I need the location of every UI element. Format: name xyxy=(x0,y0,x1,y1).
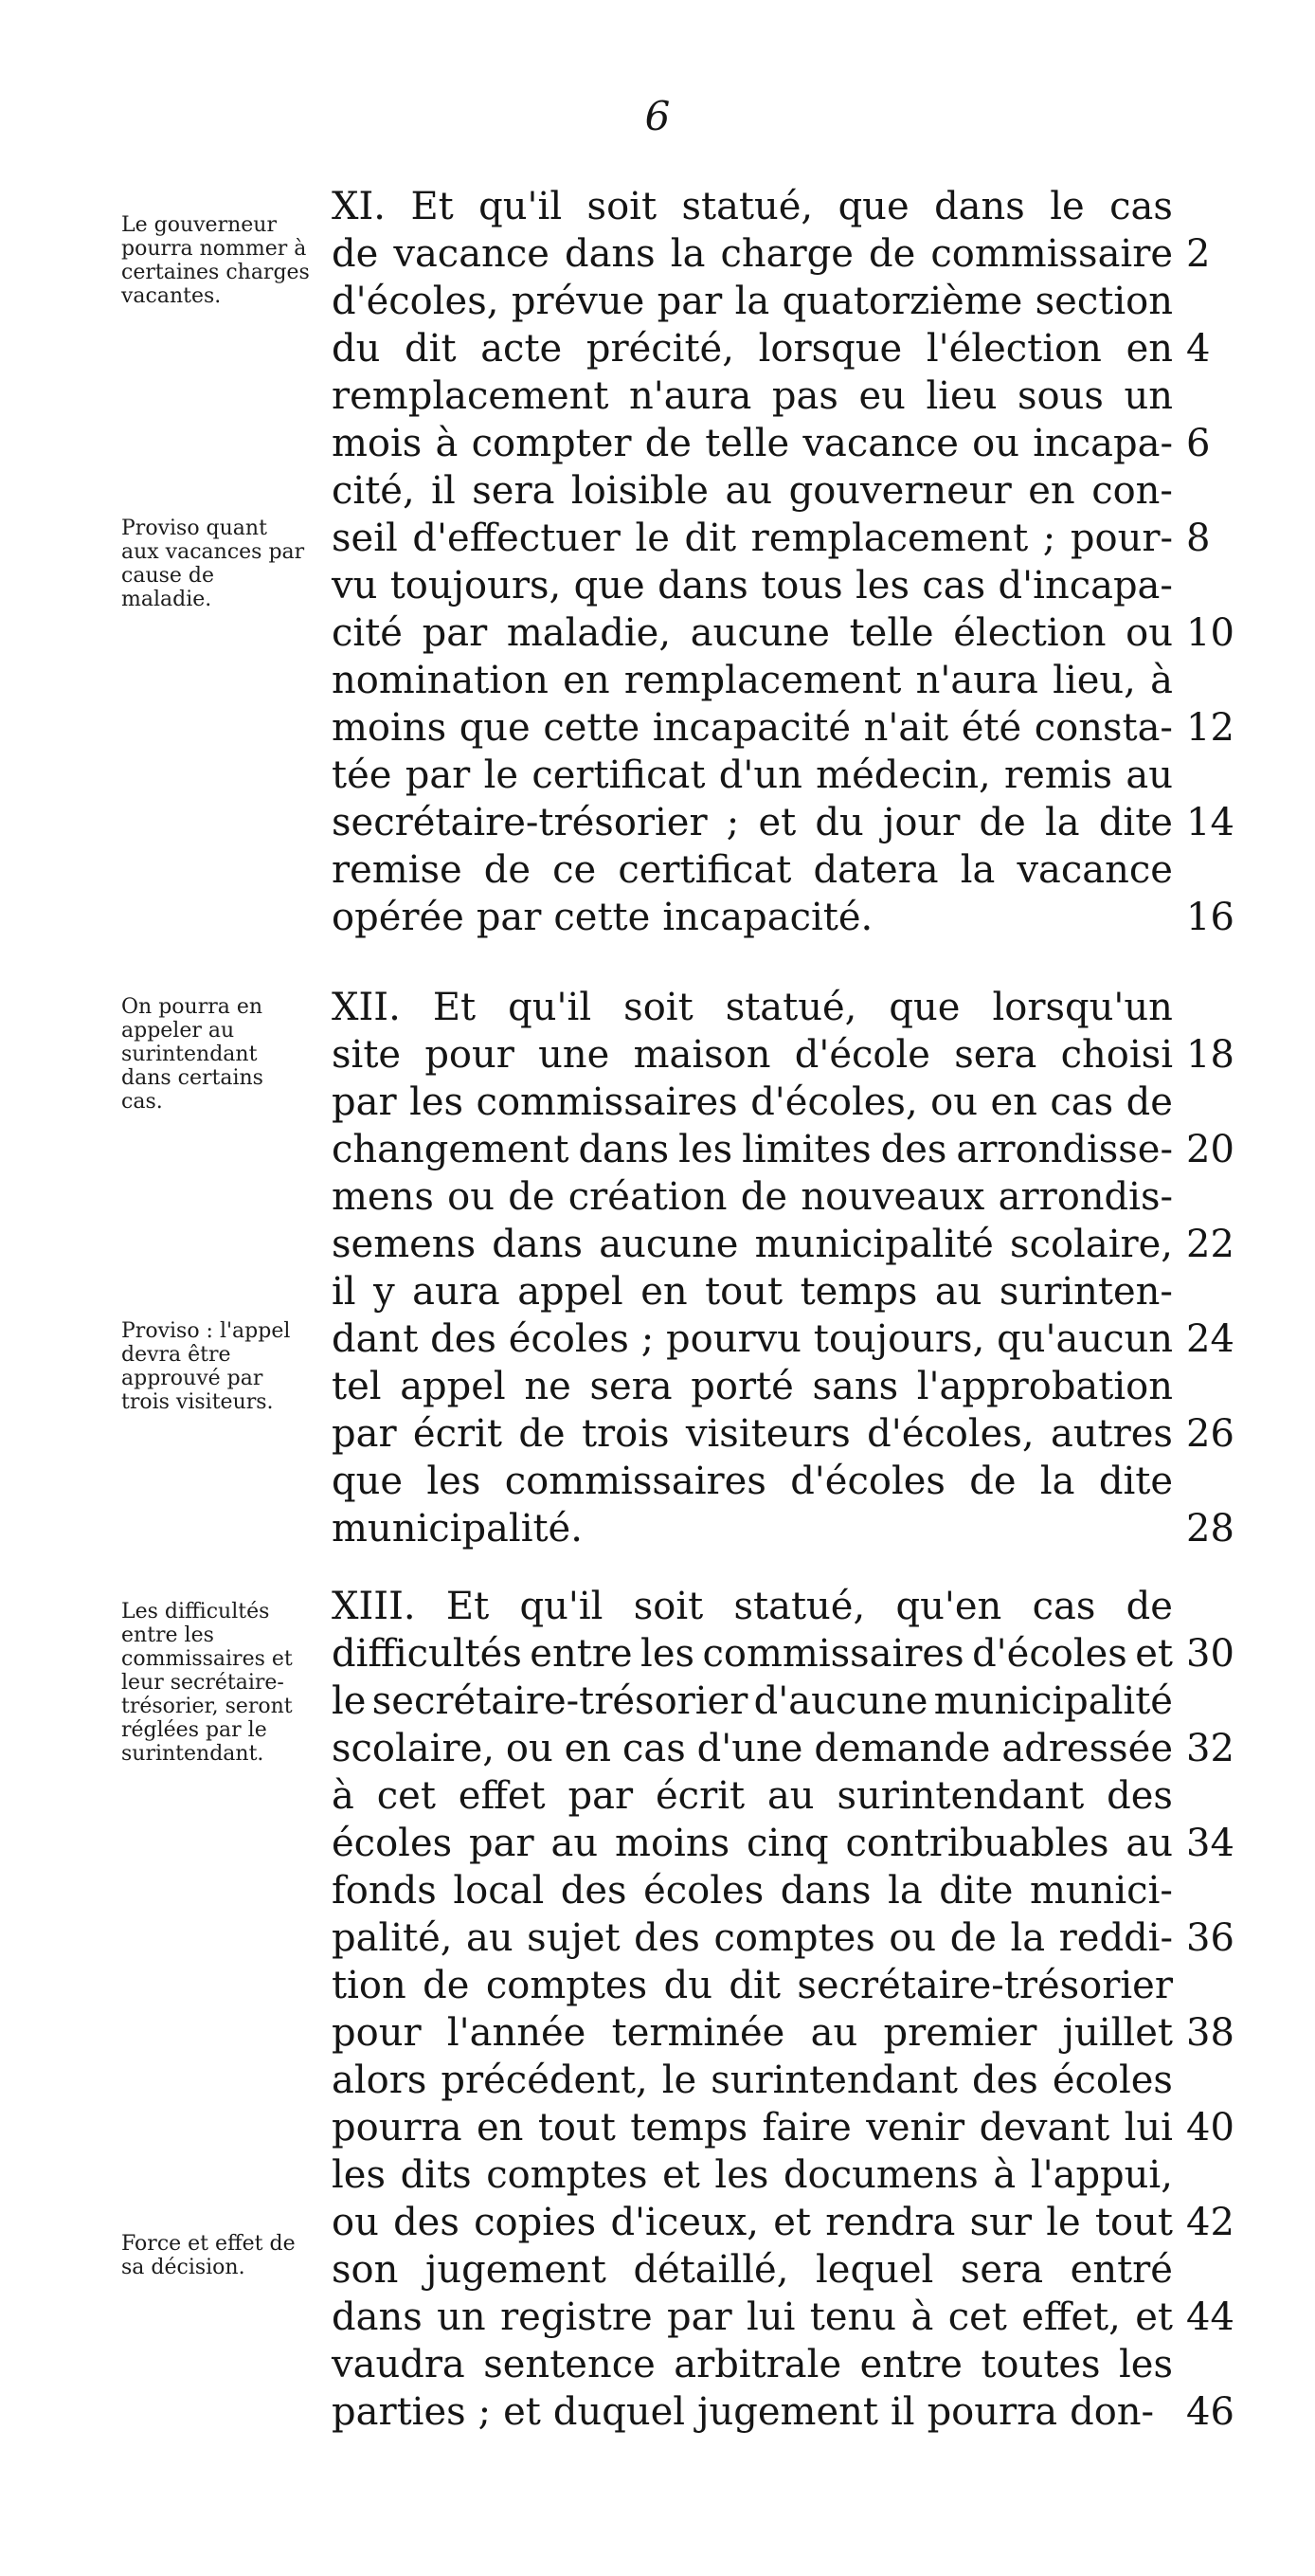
body-text-line: à cet effet par écrit au surintendant des xyxy=(332,1774,1173,1818)
line-number: 22 xyxy=(1186,1223,1234,1266)
margin-note: Force et effet de sa décision. xyxy=(121,2232,296,2279)
body-text-line: palité, au sujet des comptes ou de la reddi- xyxy=(332,1916,1173,1960)
body-text-line: remplacement n'aura pas eu lieu sous un xyxy=(332,374,1173,418)
body-text-line: parties ; et duquel jugement il pourra don- xyxy=(332,2390,1155,2434)
line-number: 46 xyxy=(1186,2390,1234,2434)
body-text-line: changement dans les limites des arrondisse- xyxy=(332,1128,1173,1171)
body-text-line: tion de comptes du dit secrétaire-trésorier xyxy=(332,1964,1173,2007)
body-text-line: remise de ce certificat datera la vacance xyxy=(332,848,1173,892)
body-text-line: seil d'effectuer le dit remplacement ; pour- xyxy=(332,517,1173,560)
line-number: 6 xyxy=(1186,422,1211,465)
body-text-line: les dits comptes et les documens à l'appui, xyxy=(332,2153,1173,2197)
line-number: 14 xyxy=(1186,801,1234,844)
body-text-line: tel appel ne sera porté sans l'approbation xyxy=(332,1365,1173,1408)
body-text-line: pour l'année terminée au premier juillet xyxy=(332,2011,1173,2055)
body-text-line: mois à compter de telle vacance ou incapa- xyxy=(332,422,1173,465)
body-text-line: son jugement détaillé, lequel sera entré xyxy=(332,2248,1173,2292)
body-text-line: secrétaire-trésorier ; et du jour de la dite xyxy=(332,801,1173,844)
line-number: 44 xyxy=(1186,2295,1234,2339)
article-heading-line: XII. Et qu'il soit statué, que lorsqu'un xyxy=(332,986,1173,1029)
line-number: 28 xyxy=(1186,1507,1234,1551)
body-text-line: nomination en remplacement n'aura lieu, à xyxy=(332,659,1173,702)
body-text-line: moins que cette incapacité n'ait été consta- xyxy=(332,706,1173,750)
body-text-line: par écrit de trois visiteurs d'écoles, autres xyxy=(332,1412,1173,1456)
margin-note: Le gouverneur pourra nommer à certaines charges vacantes. xyxy=(121,213,310,308)
line-number: 2 xyxy=(1186,232,1211,276)
margin-note: On pourra en appeler au surintendant dans certains cas. xyxy=(121,995,263,1114)
line-number: 8 xyxy=(1186,517,1211,560)
body-text-line: dant des écoles ; pourvu toujours, qu'aucun xyxy=(332,1317,1173,1361)
article-heading-line: XI. Et qu'il soit statué, que dans le cas xyxy=(332,185,1173,228)
article-heading-line: XIII. Et qu'il soit statué, qu'en cas de xyxy=(332,1585,1173,1628)
line-number: 12 xyxy=(1186,706,1234,750)
line-number: 16 xyxy=(1186,896,1234,939)
line-number: 4 xyxy=(1186,327,1211,371)
body-text-line: tée par le certificat d'un médecin, remis au xyxy=(332,753,1173,797)
body-text-line: dans un registre par lui tenu à cet effet, et xyxy=(332,2295,1173,2339)
body-text-line: vu toujours, que dans tous les cas d'incapa- xyxy=(332,564,1173,608)
body-text-line: difficultés entre les commissaires d'écoles et xyxy=(332,1632,1173,1676)
line-number: 40 xyxy=(1186,2106,1234,2150)
line-number: 32 xyxy=(1186,1727,1234,1770)
line-number: 18 xyxy=(1186,1033,1234,1077)
body-text-line: pourra en tout temps faire venir devant lui xyxy=(332,2106,1173,2150)
body-text-line: scolaire, ou en cas d'une demande adressée xyxy=(332,1727,1173,1770)
line-number: 38 xyxy=(1186,2011,1234,2055)
body-text-line: semens dans aucune municipalité scolaire, xyxy=(332,1223,1173,1266)
line-number: 24 xyxy=(1186,1317,1234,1361)
line-number: 34 xyxy=(1186,1822,1234,1865)
body-text-line: d'écoles, prévue par la quatorzième section xyxy=(332,280,1173,323)
line-number: 20 xyxy=(1186,1128,1234,1171)
body-text-line: mens ou de création de nouveaux arrondis- xyxy=(332,1175,1173,1219)
margin-note: Proviso quant aux vacances par cause de maladie. xyxy=(121,517,305,611)
margin-note: Les difficultés entre les commissaires et leur secrétaire-trésorier, seront réglées par le surintendant. xyxy=(121,1600,293,1766)
line-number: 10 xyxy=(1186,611,1234,655)
line-number: 30 xyxy=(1186,1632,1234,1676)
body-text-line: site pour une maison d'école sera choisi xyxy=(332,1033,1173,1077)
body-text-line: alors précédent, le surintendant des écoles xyxy=(332,2059,1173,2102)
body-text-line: municipalité. xyxy=(332,1507,583,1551)
body-text-line: il y aura appel en tout temps au surinten- xyxy=(332,1270,1173,1314)
body-text-line: écoles par au moins cinq contribuables au xyxy=(332,1822,1173,1865)
body-text-line: cité, il sera loisible au gouverneur en con- xyxy=(332,469,1173,513)
body-text-line: opérée par cette incapacité. xyxy=(332,896,874,939)
body-text-line: du dit acte précité, lorsque l'élection en xyxy=(332,327,1173,371)
body-text-line: vaudra sentence arbitrale entre toutes les xyxy=(332,2343,1173,2386)
body-text-line: fonds local des écoles dans la dite munici- xyxy=(332,1869,1173,1913)
body-text-line: cité par maladie, aucune telle élection ou xyxy=(332,611,1173,655)
body-text-line: le secrétaire-trésorier d'aucune municipalité xyxy=(332,1679,1173,1723)
margin-note: Proviso : l'appel devra être approuvé par trois visiteurs. xyxy=(121,1319,291,1414)
line-number: 42 xyxy=(1186,2201,1234,2244)
body-text-line: de vacance dans la charge de commissaire xyxy=(332,232,1173,276)
line-number: 26 xyxy=(1186,1412,1234,1456)
line-number: 36 xyxy=(1186,1916,1234,1960)
body-text-line: que les commissaires d'écoles de la dite xyxy=(332,1460,1173,1503)
page-number: 6 xyxy=(644,93,671,139)
body-text-line: par les commissaires d'écoles, ou en cas de xyxy=(332,1080,1173,1124)
body-text-line: ou des copies d'iceux, et rendra sur le tout xyxy=(332,2201,1173,2244)
